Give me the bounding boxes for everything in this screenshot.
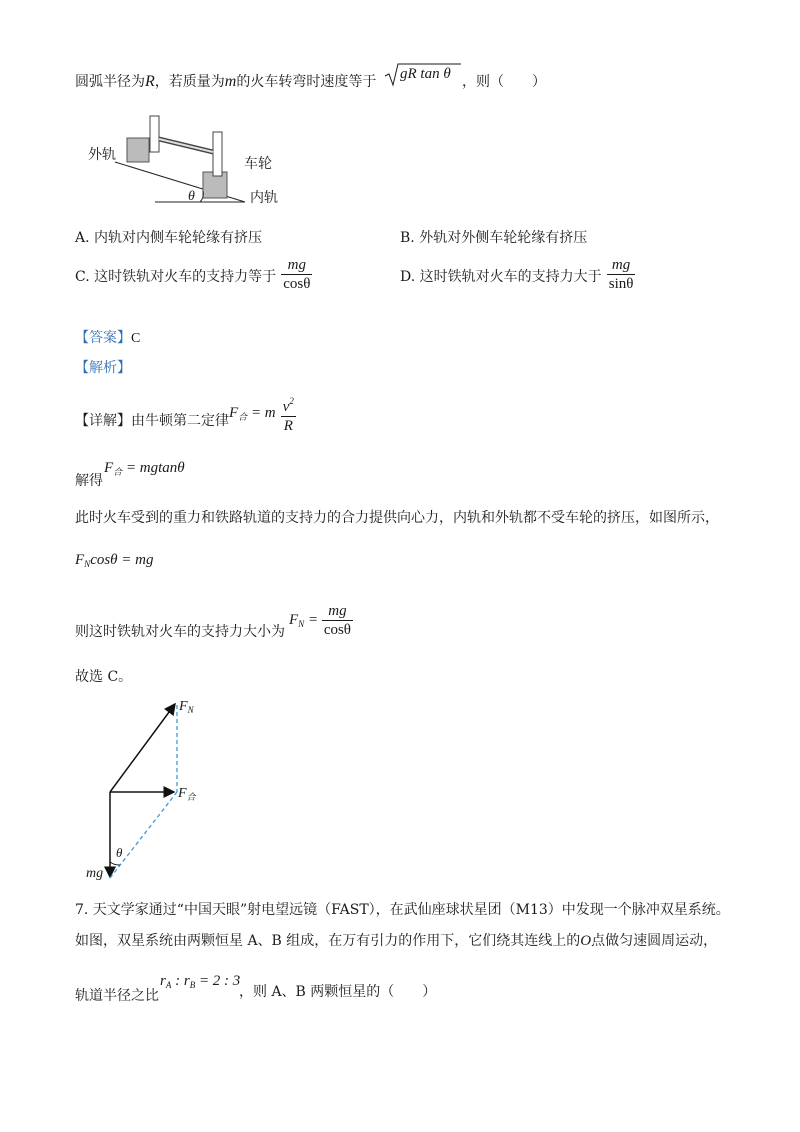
wheel-label: 车轮 bbox=[244, 156, 272, 172]
equation-fn-result: $F_N$ = $\frac{mg}{\cos\theta}$ bbox=[289, 603, 351, 638]
explanation-paragraph: 此时火车受到的重力和铁路轨道的支持力的合力提供向心力，内轨和外轨都不受车轮的挤压，如图所示， bbox=[75, 510, 719, 526]
stem-text: 圆弧半径为 bbox=[75, 74, 145, 90]
stem-text: 的火车转弯时速度等于 bbox=[236, 74, 377, 90]
dashed-diagonal bbox=[110, 792, 177, 878]
mg-over-cos: $\frac{mg}{\cos\theta}$ bbox=[323, 603, 351, 638]
q7-line1: 7. 天文学家通过“中国天眼”射电望远镜（FAST），在武仙座球状星团（M13）中发现一个脉冲双星系统。 bbox=[75, 902, 730, 918]
option-c bbox=[75, 256, 312, 293]
detail-line bbox=[75, 412, 229, 430]
theta-arc bbox=[110, 862, 120, 865]
solve-label: 解得 bbox=[75, 473, 103, 489]
option-d-text: D. 这时铁轨对火车的支持力大于 bbox=[400, 268, 602, 285]
radius-symbol: R bbox=[145, 73, 155, 90]
sqrt-content: gR tan θ bbox=[400, 66, 451, 82]
option-a: A. 内轨对内侧车轮轮缘有挤压 bbox=[75, 230, 263, 246]
conclusion: 故选 C。 bbox=[75, 669, 133, 685]
analysis-tag: 【解析】 bbox=[75, 360, 131, 376]
equation-fn-cos: $F_N\cos\theta$ = mg bbox=[75, 552, 154, 569]
detail-text: 由牛顿第二定律 bbox=[131, 413, 229, 429]
mass-symbol: m bbox=[224, 73, 237, 90]
detail-tag: 【详解】 bbox=[75, 413, 131, 429]
q7-line3-end: ，则 A、B 两颗恒星的（ ） bbox=[239, 984, 437, 1000]
equation-newton: $F_合 = m$ $\frac{v^2}{R}$ bbox=[229, 392, 296, 435]
fn-arrow bbox=[110, 704, 175, 792]
option-b: B. 外轨对外侧车轮轮缘有挤压 bbox=[400, 230, 588, 246]
option-c-text: C. 这时铁轨对火车的支持力等于 bbox=[75, 268, 277, 285]
point-o: O bbox=[580, 933, 592, 949]
force-theta-label: θ bbox=[116, 845, 123, 860]
mg-label: mg bbox=[86, 866, 104, 881]
equation-fhe: $F_合 = mgtan\theta$ bbox=[104, 460, 185, 477]
option-d-fraction: $\frac{mg}{\sin\theta}$ bbox=[608, 257, 634, 292]
inner-rail-label: 内轨 bbox=[250, 190, 278, 206]
v2-over-r: $\frac{v^2}{R}$ bbox=[281, 392, 296, 435]
q6-stem bbox=[75, 73, 376, 91]
fhe-label: $F_合$ bbox=[178, 786, 196, 802]
answer-line bbox=[75, 329, 140, 348]
stem-text: ，若质量为 bbox=[154, 74, 225, 90]
support-force-text: 则这时铁轨对火车的支持力大小为 bbox=[75, 624, 285, 640]
stem-end: ，则（ ） bbox=[462, 74, 546, 90]
q7-line3-start: 轨道半径之比 bbox=[75, 988, 159, 1004]
outer-rail-label: 外轨 bbox=[88, 147, 116, 163]
option-c-fraction: $\frac{mg}{\cos\theta}$ bbox=[283, 257, 311, 292]
radius-ratio: $r_A$ : $r_B = 2$ : 3 bbox=[160, 973, 241, 990]
option-d bbox=[400, 256, 635, 293]
q7-line2: 如图，双星系统由两颗恒星 A、B 组成，在万有引力的作用下，它们绕其连线上的O点做匀速圆周运动， bbox=[75, 933, 718, 949]
force-diagram bbox=[80, 695, 220, 885]
fn-label: $F_N$ bbox=[179, 699, 194, 715]
theta-label: θ bbox=[188, 189, 195, 204]
answer-tag: 【答案】 bbox=[75, 330, 131, 346]
answer-value: C bbox=[131, 331, 141, 346]
